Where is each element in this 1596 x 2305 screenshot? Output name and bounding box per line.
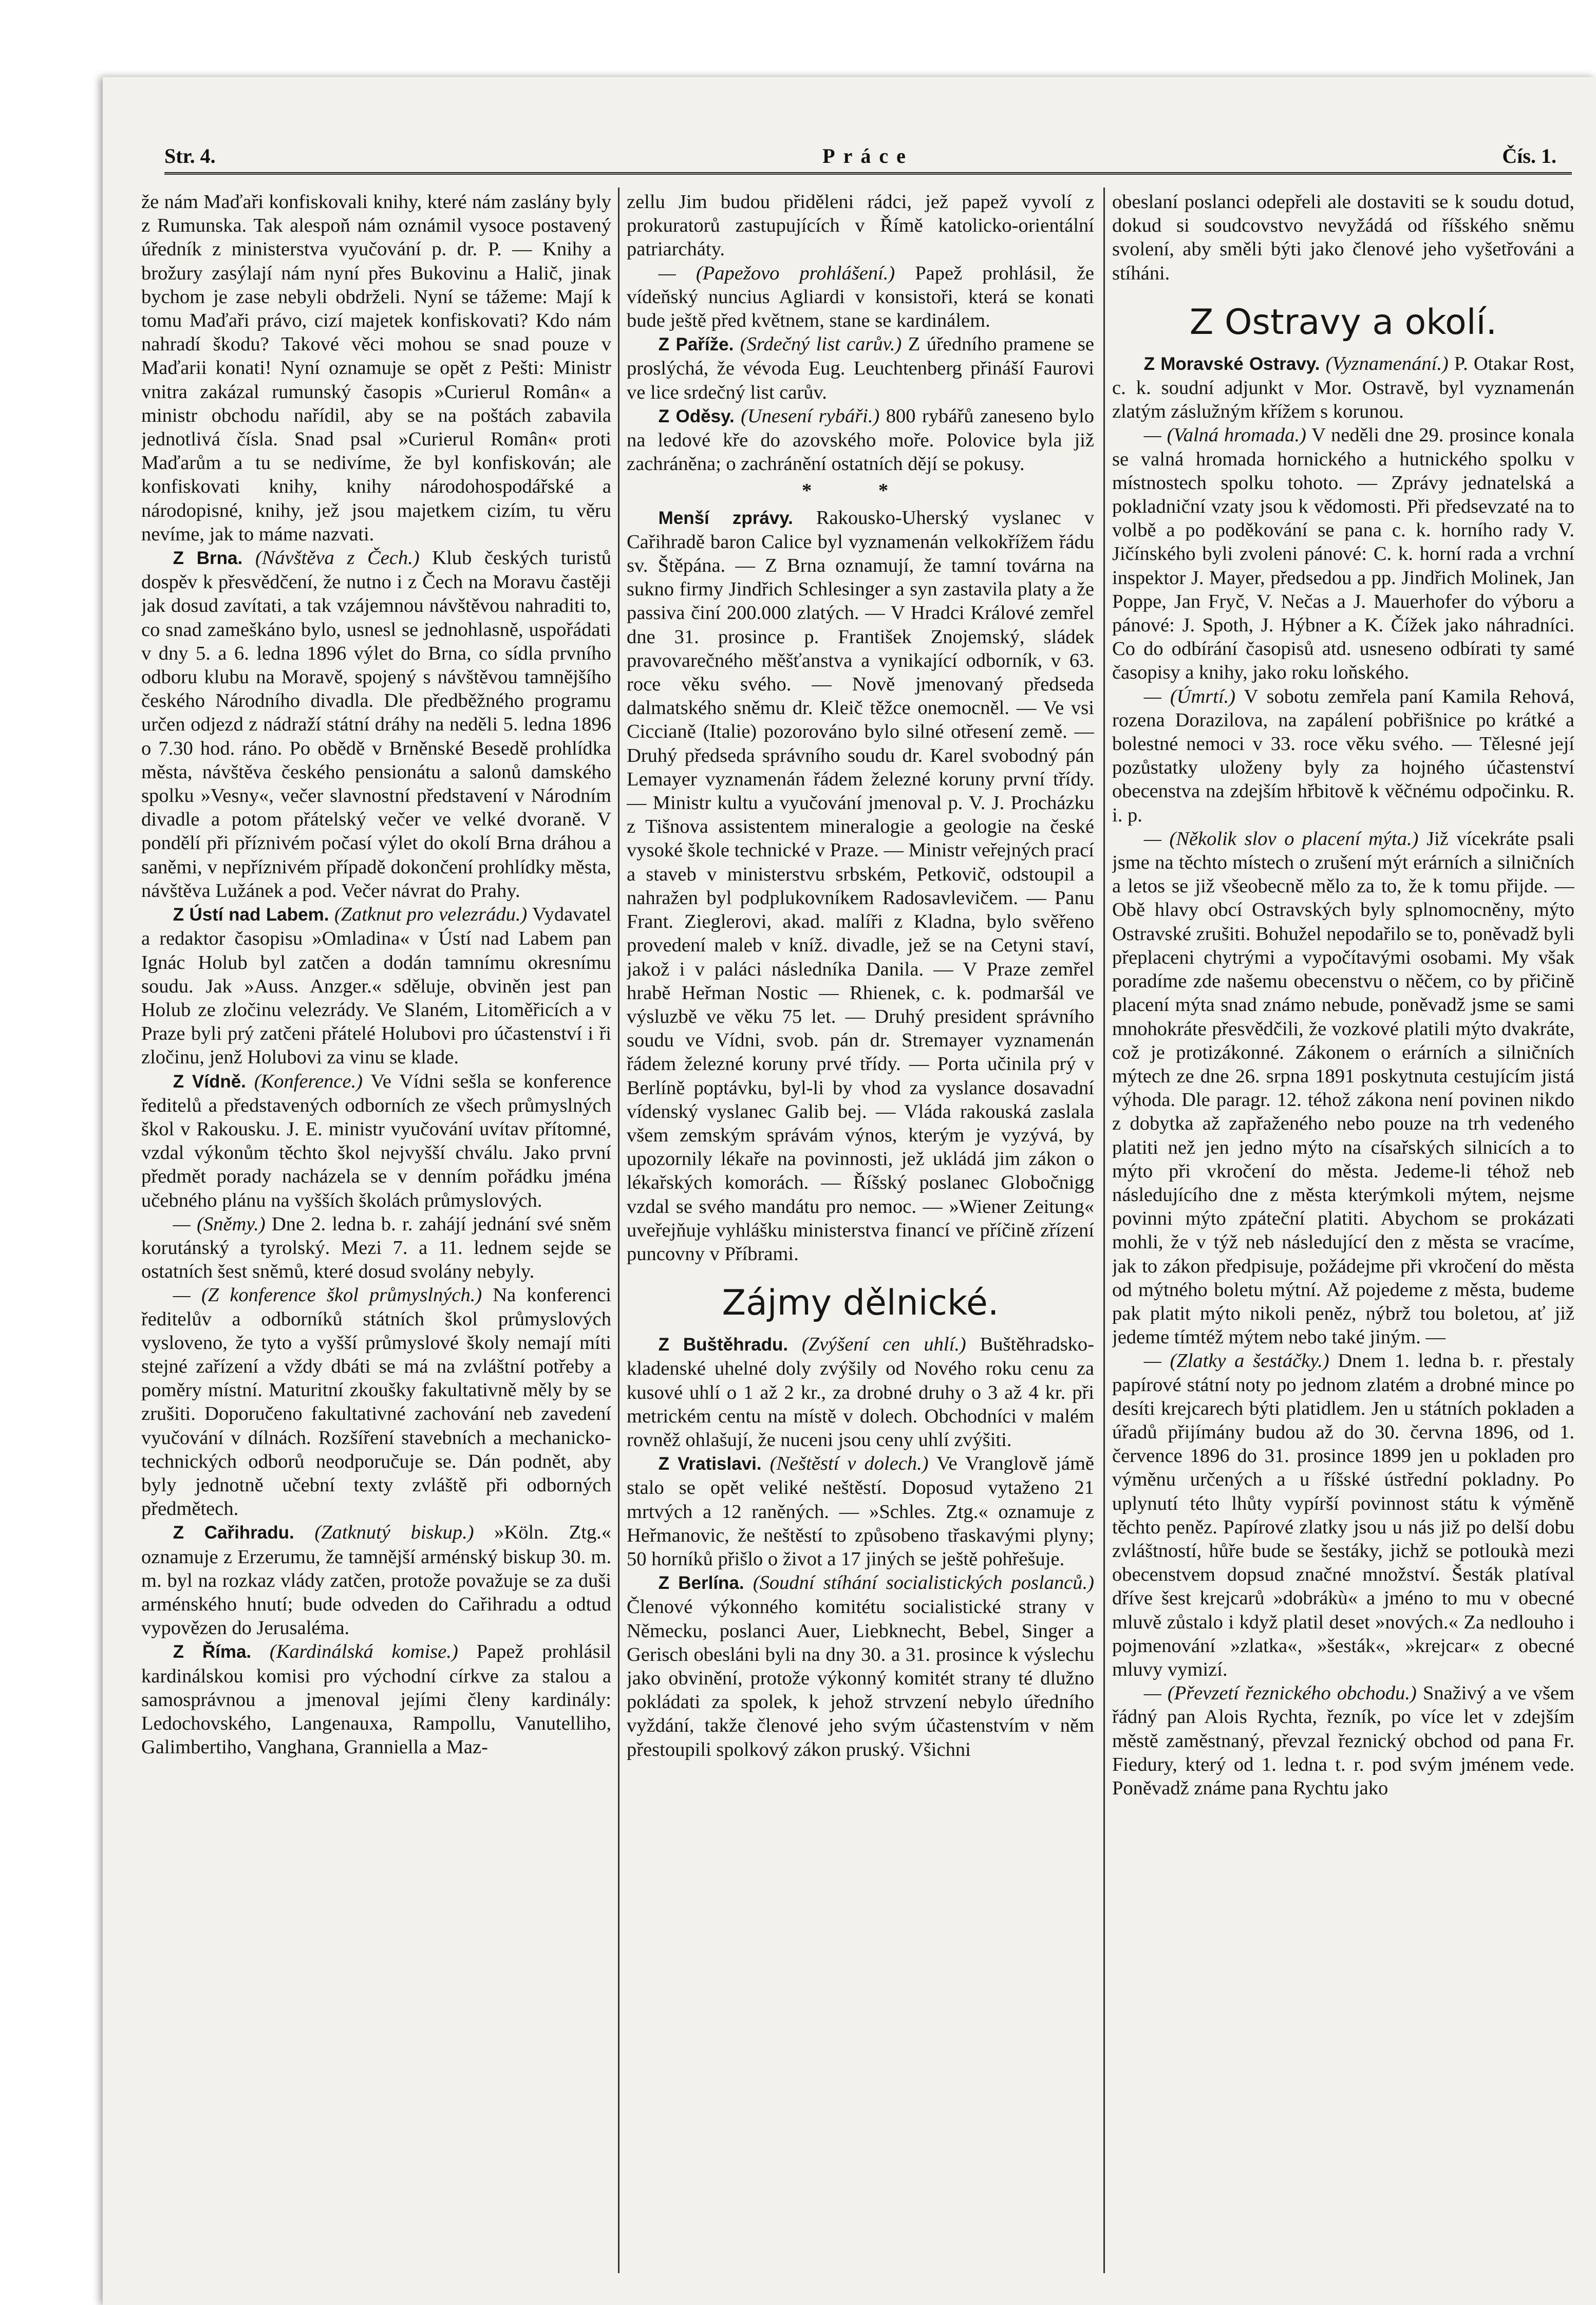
column-2	[627, 190, 1094, 2286]
article-text: »Köln. Ztg.« oznamuje z Erzerumu, že tamnější arménský biskup 30. m. m. byl na rozkaz vlády zatčen, protože považuje se za duši arménského hnutí; bude odveden do Cařihradu a odtud vypovězen do Jerusaléma.	[141, 1522, 611, 1639]
article-subtitle: — (Úmrtí.)	[1143, 685, 1236, 707]
article-text: V neděli dne 29. prosince konala se valná hromada hornického a hutnického spolku v místnostech spolku tohoto. — Zprávy jednatelská a pokladniční vzaty jsou k vědomosti. Při předsevzaté na to volbě a po poděkování se pana c. k. horního rady V. Jičínského byli zvoleni pánové: C. k. horní rada a vrchní inspektor J. Mayer, předsedou a pp. Jindřich Molinek, Jan Poppe, Jan Fryč, V. Nečas a J. Mauerhofer do výboru a pánové: J. Spoth, J. Hýbner a K. Čížek jako náhradníci. Co do odbírání časopisů atd. usneseno odbírati ty samé časopisy a knihy, jako roku loňského.	[1112, 424, 1574, 684]
article-text: Dne 2. ledna b. r. zahájí jednání své sněm korutánský a tyrolský. Mezi 7. a 11. lednem sejde se ostatních šest sněmů, které dosud svolány nebyly.	[141, 1213, 611, 1283]
article-subtitle: (Zatknutý biskup.)	[314, 1522, 474, 1544]
article-text: Členové výkonného komitétu socialistické strany v Německu, poslanci Auer, Liebknecht, Bebel, Singer a Gerisch obesláni byli na dny 30. a 31. prosince k výslechu jako obvinění, protože výkonný komitét strany té dlužno pokládati za spolek, k jehož strvzení nebylo úředního vyždání, takže členové jeho svým účastenstvím v něm přestoupili spolkový zákon pruský. Všichni	[627, 1596, 1094, 1760]
column-separator	[618, 188, 619, 2273]
article-text: P. Otakar Rost, c. k. soudní adjunkt v Mor. Ostravě, byl vyznamenán zlatým záslužným křížem s korunou.	[1112, 352, 1574, 423]
article-text: Papež prohlásil, že vídeňský nuncius Agliardi v konsistoři, která se konati bude ještě před květnem, stane se kardinálem.	[627, 262, 1094, 332]
article-paragraph	[141, 1283, 611, 1521]
article-text: Ve Vídni sešla se konference ředitelů a představených odborních ze všech průmyslných škol v Rakousku. J. E. ministr vyučování uvítav přítomné, vzdal výkonům těchto škol nejvyšší chválu. Jako první předmět porady nacházela se v denním pořádku jména učebného plánu na vyšších školách průmyslových.	[141, 1070, 611, 1211]
article-text: Z úředního pramene se proslýchá, že vévoda Eug. Leuchtenberg přináší Faurovi ve lice srdečný list carův.	[627, 333, 1094, 403]
article-paragraph	[1112, 190, 1574, 285]
article-subtitle: (Kardinálská komise.)	[269, 1641, 458, 1663]
article-subtitle: — (Několik slov o placení mýta.)	[1143, 828, 1419, 850]
article-subtitle: (Zatknut pro velezrádu.)	[334, 904, 528, 926]
article-paragraph	[1112, 1349, 1574, 1681]
article-subtitle: (Unesení rybáři.)	[741, 405, 880, 427]
dateline: Z Vídně.	[173, 1071, 246, 1092]
article-paragraph	[627, 190, 1094, 261]
article-subtitle: — (Sněmy.)	[173, 1213, 266, 1235]
article-paragraph	[141, 190, 611, 546]
article-text: zellu Jim budou přiděleni rádci, jež papež vyvolí z prokuratorů zastupujících v Římě katolicko-orientální patriarcháty.	[627, 191, 1094, 260]
page-header	[164, 139, 1572, 170]
article-paragraph	[141, 546, 611, 903]
article-paragraph	[141, 1212, 611, 1284]
article-subtitle: (Zvýšení cen uhlí.)	[801, 1334, 966, 1356]
article-text: V sobotu zemřela paní Kamila Rehová, rozena Dorazilova, na zapálení pobřišnice po krátké a bolestné nemoci v 33. roce věku svého. — Tělesné její pozůstatky uloženy byly za hojného účastenství obecenstva na zdejším hřbitově k věčnému odpočinku. R. i. p.	[1112, 685, 1574, 826]
dateline: Z Brna.	[173, 548, 243, 569]
dateline: Z Oděsy.	[658, 406, 735, 426]
article-subtitle: (Návštěva z Čech.)	[255, 547, 420, 569]
dateline: Menší zprávy.	[658, 508, 793, 528]
dateline: Z Paříže.	[658, 334, 734, 355]
column-1	[141, 190, 611, 2286]
article-text: 800 rybářů zaneseno bylo na ledové kře do azovského moře. Polovice byla již zachráněna; o zachránění ostatních dějí se pokusy.	[627, 405, 1094, 475]
article-paragraph	[141, 903, 611, 1069]
article-subtitle: — (Papežovo prohlášení.)	[658, 262, 895, 284]
article-subtitle: — (Převzetí řeznického obchodu.)	[1143, 1682, 1417, 1704]
article-text: Již vícekráte psali jsme na těchto místech o zrušení mýt erárních a silničních a letos se již všeobecně mělo za to, že k tomu přijde. — Obě hlavy obcí Ostravských byly splnomocněny, mýto Ostravské zrušiti. Bohužel nepodařilo se to, poněvadž byli přeplaceni chytrými a vypočítavými osobami. My však poradíme zde našemu obecenstvu o něčem, co by přičině placení mýta snad známo nebude, poněvadž jsme se sami mnohokráte přesvědčili, že vozkové platili mýto dvakráte, což je protizákonné. Zákonem o erárních a silničních mýtech ze dne 26. srpna 1891 poskytnuta cestujícím jistá výhoda. Dle paragr. 12. téhož zákona není povinen nikdo z dobytka až zapřaženého nebo pouze na trh vedeného platiti než jen jedno mýto na císařských silnicích a to mýto při vkročení do města. Jedeme-li téhož neb následujícího dne z města kterýmkoli mýtem, nejsme povinni mýto zpáteční platiti. Abychom se prokázati mohli, že v týž neb následující den z města se vracíme, jak to zákon předpisuje, požádejme při vkročení do města od mýtného boletu mýtní. Až pojedeme z města, budeme pak platit mýto nikoli peněz, nýbrž tou boletou, ať již jedeme tímtéž mýtem nebo také jiným. —	[1112, 828, 1574, 1348]
article-subtitle: (Vyznamenání.)	[1325, 352, 1449, 374]
article-paragraph	[1112, 352, 1574, 424]
article-paragraph	[1112, 827, 1574, 1349]
article-text: Ve Vranglově jámě stalo se opět veliké neštěstí. Doposud vytaženo 21 mrtvých a 12 raněných. — »Schles. Ztg.« oznamuje z Heřmanovic, že neštěstí to způsobeno třaskavými plyny; 50 horníků přišlo o život a 17 jiných se ještě pohřešuje.	[627, 1453, 1094, 1570]
article-text: že nám Maďaři konfiskovali knihy, které nám zaslány byly z Rumunska. Tak alespoň nám oznámil vysoce postavený úředník z ministerstva vyučování p. dr. P. — Knihy a brožury zasýlají nám nyní přes Bukovinu a Halič, jinak bychom je zase nebyli obdrželi. Nyní se tážeme: Mají k tomu Maďaři právo, cizí majetek konfiskovati? Kdo nám nahradí škodu? Takové věci mohou se snad pouze v Maďarii konati! Nyní oznamuje se opět z Pešti: Ministr vnitra zakázal rumunský časopis »Curierul Român« a ministr obchodu nařídil, aby se na poštách zabavila jednotlivá čísla. Snad psal »Curierul Român« proti Maďarům a tu se nedivíme, že byl konfiskován; ale konfiskovati knihy, knihy národohospodářské a národopisné, knihy, jež jsou majetkem cizím, tu věru nevíme, jak to máme nazvati.	[141, 191, 611, 545]
article-paragraph	[627, 1452, 1094, 1571]
dateline: Z Ústí nad Labem.	[173, 905, 329, 925]
article-paragraph	[141, 1070, 611, 1212]
newspaper-title: Práce	[822, 144, 914, 167]
article-subtitle: (Soudní stíhání socialistických poslanců.)	[753, 1572, 1094, 1594]
article-subtitle: (Konference.)	[254, 1070, 363, 1092]
article-text: Klub českých turistů dospěv k přesvědčení, že nutno i z Čech na Moravu častěji jak dosud zavítati, a tak vzájemnou návštěvou nahraditi to, co snad zameškáno bylo, usnesl se jednohlasně, uspořádati v dny 5. a 6. ledna 1896 výlet do Brna, co sídla prvního odboru klubu na Moravě, spojený s návštěvou tamnějšího českého Národního divadla. Dle předběžného programu určen odjezd z nádraží státní dráhy na neděli 5. ledna 1896 o 7.30 hod. ráno. Po obědě v Brněnské Besedě prohlídka města, návštěva českého pensionátu a salonů damského spolku »Vesny«, večer slavnostní představení v Národním divadle a potom přátelský večer ve velké dvoraně. V pondělí při příznivém počasí výlet do okolí Brna dráhou a saněmi, v nepříznivém případě dokončení prohlídky města, návštěva Lužánek a pod. Večer návrat do Prahy.	[141, 547, 611, 902]
article-subtitle: (Srdečný list carův.)	[740, 333, 902, 355]
article-subtitle: — (Valná hromada.)	[1143, 424, 1306, 446]
page-number: Str. 4.	[164, 144, 216, 167]
article-paragraph	[627, 506, 1094, 1266]
article-subtitle: (Neštěstí v dolech.)	[769, 1453, 929, 1475]
issue-number: Čís. 1.	[1502, 144, 1556, 167]
dateline: Z Vratislavi.	[658, 1454, 762, 1474]
dateline: Z Cařihradu.	[173, 1523, 294, 1543]
section-heading: Zájmy dělnické.	[722, 1283, 999, 1324]
dateline: Z Buštěhradu.	[658, 1335, 788, 1355]
article-paragraph	[141, 1521, 611, 1640]
article-paragraph	[627, 261, 1094, 333]
article-text: Papež prohlásil kardinálskou komisi pro východní církve za stalou a samosprávnou a jmenoval jejími členy kardinály: Ledochovského, Langenauxa, Rampollu, Vanutelliho, Galimbertiho, Vanghana, Granniella a Maz-	[141, 1641, 611, 1758]
article-paragraph	[627, 404, 1094, 476]
column-3	[1112, 190, 1574, 2286]
article-paragraph	[141, 1640, 611, 1759]
dateline: Z Říma.	[173, 1642, 252, 1662]
column-separator	[1103, 188, 1105, 2273]
article-paragraph	[1112, 1681, 1574, 1800]
article-paragraph	[627, 1333, 1094, 1452]
article-paragraph	[627, 1571, 1094, 1761]
article-text: Dnem 1. ledna b. r. přestaly papírové státní noty po jednom zlatém a drobné mince po desíti krejcarech býti platidlem. Jen u státních pokladen a úřadů přijímány budou až do 30. června 1896, od 1. července 1896 do 31. prosince 1899 jen u pokladen pro výměnu určených a u říšské ústřední pokladny. Po uplynutí této lhůty vypírší povinnost státu k výměně těchto peněz. Papírové zlatky jsou u nás již po delší dobu zvláštností, hůře bude se šestáky, jichž se potloukà mezi obecenstvem dopsud značné množství. Šesták platíval dříve šest krejcarů »dobrákù« a jméno to mu v obecné mluvě zůstalo i když platil deset »nových.« Za nedlouho i pojmenování »zlatka«, »šesták«, »krejcar« z obecné mluvy vymizí.	[1112, 1350, 1574, 1680]
article-paragraph	[1112, 423, 1574, 684]
article-text: obeslaní poslanci odepřeli ale dostaviti se k soudu dotud, dokud si soudcovstvo nevyžádá od říšského sněmu svolení, aby směli býti jako členové jeho vyšetřováni a stíháni.	[1112, 191, 1574, 284]
article-text: Rakousko-Uherský vyslanec v Cařihradě baron Calice byl vyznamenán velkokřížem řádu sv. Štěpána. — Z Brna oznamují, že tamní továrna na sukno firmy Jindřich Schlesinger a syn zastavila platy a že passiva činí 200.000 zlatých. — V Hradci Králové zemřel dne 31. prosince p. František Znojemský, sládek pravovarečného měšťanstva a vynikající odborník, v 63. roce věku svého. — Nově jmenovaný předseda dalmatského sněmu dr. Kleič těžce onemocněl. — Ve vsi Ciccianě (Italie) pozorováno bylo silné otřesení země. — Druhý předseda správního soudu dr. Karel svobodný pán Lemayer vyznamenán řádem železné koruny první třídy. — Ministr kultu a vyučování jmenoval p. V. J. Procházku z Tišnova assistentem mineralogie a geologie na české vysoké škole technické v Praze. — Ministr veřejných prací a staveb v ministerstvu srbském, Petkovič, odstoupil a nahražen byl podplukovníkem Radosavlevičem. — Panu Frant. Zieglerovi, akad. malíři z Kladna, bylo svěřeno provedení maleb v kníž. divadle, jež se na Cetyni staví, jakož i v paláci následníka Danila. — V Praze zemřel hrabě Heřman Nostic — Rhienek, c. k. podmaršál ve výsluzbě ve věku 75 let. — Druhý president správního soudu ve Vídni, svob. pán dr. Stremayer vyznamenán řádem železné koruny prvé třídy. — Porta učinila prý v Berlíně poptávku, byl-li by vhod za vyslance dosavadní vídenský vyslanec Galib bej. — Vláda rakouská zaslala všem zemským správám výnos, kterým je vyzývá, by upozornily lékaře na povinnosti, jež ukládá jim zákon o lékařských komorách. — Říšský poslanec Globočnigg vzdal se svého mandátu pro nemoc. — »Wiener Zeitung« uveřejňuje vyhlášku ministerstva financí ve příčině zřízení puncovny v Příbrami.	[627, 507, 1094, 1265]
article-text: Buštěhradsko-kladenské uhelné doly zvýšily od Nového roku cenu za kusové uhlí o 1 až 2 kr., za drobné druhy o 3 až 4 kr. při metrickém centu na místě v dolech. Obchodníci v malém rovněž ohlašují, že nuceni jsou ceny uhlí zvýšiti.	[627, 1334, 1094, 1451]
section-heading: Z Ostravy a okolí.	[1189, 302, 1497, 343]
article-subtitle: — (Z konference škol průmyslných.)	[173, 1284, 482, 1306]
article-text: Vydavatel a redaktor časopisu »Omladina« v Ústí nad Labem pan Ignác Holub byl zatčen a dodán tamnímu okresnímu soudu. Jak »Auss. Anzger.« sděluje, obviněn jest pan Holub ze zločinu velezrády. Ve Slaném, Litoměřicích a v Praze byli prý zatčeni přátelé Holubovi pro účastenství i ři zločinu, jenž Holubovi za vinu se klade.	[141, 904, 611, 1069]
dateline: Z Moravské Ostravy.	[1143, 353, 1320, 374]
article-text: Snaživý a ve všem řádný pan Alois Rychta, řezník, po více let v zdejším městě zaměstnaný, převzal řeznický obchod od pana Fr. Fiedury, který od 1. ledna t. r. pod svým jménem vede. Poněvadž známe pana Rychtu jako	[1112, 1682, 1574, 1799]
separator-stars: * *	[801, 480, 919, 502]
header-rule	[164, 172, 1572, 175]
article-text: Na konferenci ředitelův a odborníků státních škol průmyslových vysloveno, že tyto a vyšší průmyslové školy nemají míti stejné zařízení a vždy dbáti se má na zvláštní potřeby a poměry místní. Maturitní zkoušky fakultativně měly by se zrušiti. Doporučeno fakultativné zachování neb zavedení vyučování v dílnách. Rozšíření stavebních a mechanicko-technických odborů neodporučuje se. Dán podnět, aby byly jednotně učební texty zvláště při odborných předmětech.	[141, 1284, 611, 1520]
dateline: Z Berlína.	[658, 1573, 744, 1594]
article-paragraph	[1112, 685, 1574, 827]
article-paragraph	[627, 332, 1094, 404]
article-subtitle: — (Zlatky a šestáčky.)	[1143, 1350, 1329, 1372]
